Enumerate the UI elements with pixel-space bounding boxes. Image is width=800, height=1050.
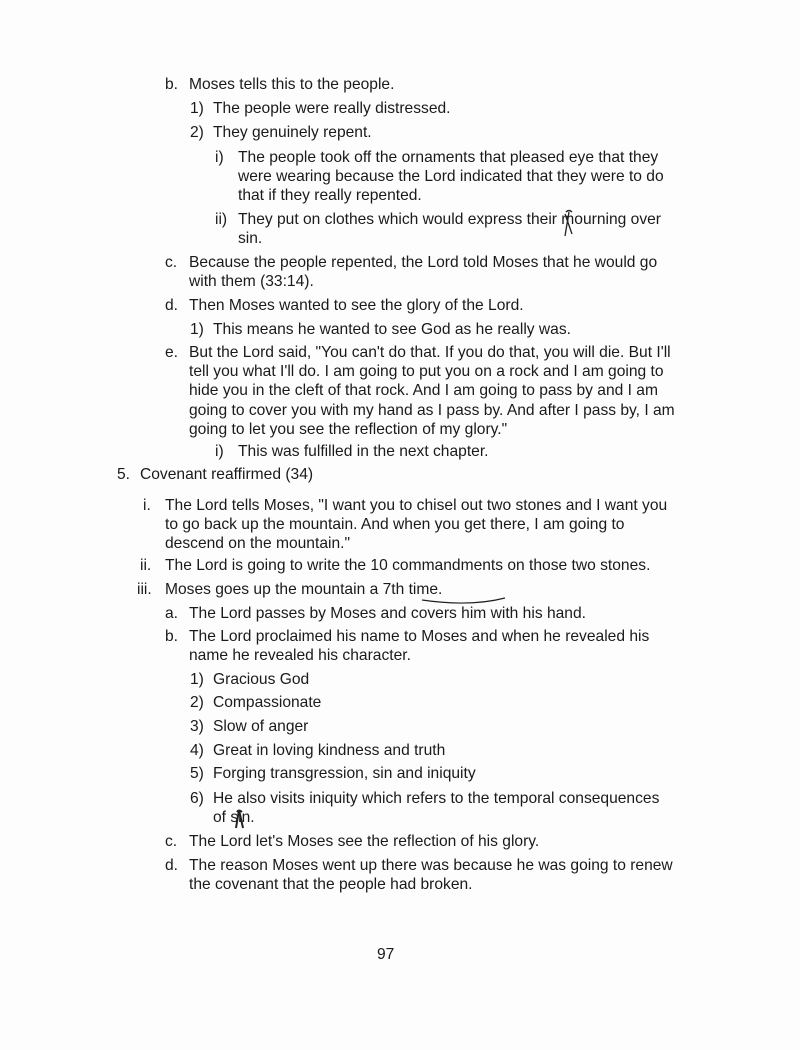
list-item-text-line: He also visits iniquity which refers to the temporal consequences [213,790,660,807]
list-marker: i) [215,443,224,460]
list-item-text-line: The people took off the ornaments that pleased eye that they [238,149,659,166]
list-item-text-line: Because the people repented, the Lord told Moses that he would go [189,254,658,271]
list-item-text-line: descend on the mountain." [165,535,350,553]
list-item-text-line: tell you what I'll do. I am going to put you on a rock and I am going to [189,363,664,381]
list-marker: 3) [190,718,204,735]
list-item-text-line: They genuinely repent. [213,124,372,141]
list-item-text-line: Moses goes up the mountain a 7th time. [165,581,443,598]
list-marker: ii. [140,557,152,574]
list-marker: 6) [190,790,204,807]
list-item-text-line: Great in loving kindness and truth [213,742,446,759]
list-marker: 2) [190,124,204,141]
list-item-text-line: with them (33:14). [189,273,314,291]
list-marker: ii) [215,211,228,228]
list-item-text-line: Compassionate [213,694,322,711]
list-item-text-line: Gracious God [213,671,310,688]
list-item-text-line: Slow of anger [213,718,309,735]
list-item-text-line: The people were really distressed. [213,100,451,117]
list-item-text-line: They put on clothes which would express their mourning over [238,211,661,228]
list-marker: e. [165,344,179,361]
list-marker: iii. [137,581,152,598]
list-item-text-line: to go back up the mountain. And when you get there, I am going to [165,516,625,534]
list-marker: d. [165,857,179,874]
list-item-text-line: were wearing because the Lord indicated that they were to do [238,168,664,186]
list-marker: b. [165,628,179,645]
list-item-text-line: The Lord passes by Moses and covers him with his hand. [189,605,586,622]
list-item-text-line: The Lord let's Moses see the reflection of his glory. [189,833,540,850]
list-item-text-line: Forging transgression, sin and iniquity [213,765,476,782]
list-item-text-line: But the Lord said, "You can't do that. If you do that, you will die. But I'll [189,344,671,361]
list-item-text-line: Moses tells this to the people. [189,76,395,93]
list-marker: i. [143,497,151,514]
list-item-text-line: that if they really repented. [238,187,422,205]
list-item-text-line: The Lord is going to write the 10 commandments on those two stones. [165,557,651,574]
list-item-text-line: of sin. [213,809,255,827]
list-item-text-line: Covenant reaffirmed (34) [140,466,314,483]
list-item-text-line: This was fulfilled in the next chapter. [238,443,489,460]
list-marker: 2) [190,694,204,711]
list-item-text-line: hide you in the cleft of that rock. And I am going to pass by and I am [189,382,658,400]
list-item-text-line: This means he wanted to see God as he really was. [213,321,571,338]
list-marker: c. [165,254,178,271]
list-marker: 1) [190,671,204,688]
list-marker: a. [165,605,179,622]
list-item-text-line: Then Moses wanted to see the glory of the Lord. [189,297,524,314]
list-marker: 5) [190,765,204,782]
list-marker: c. [165,833,178,850]
list-item-text-line: going to let you see the reflection of my glory." [189,420,508,438]
list-item-text-line: the covenant that the people had broken. [189,876,473,894]
list-item-text-line: The reason Moses went up there was because he was going to renew [189,857,673,874]
list-item-text-line: name he revealed his character. [189,647,411,665]
list-item-text-line: The Lord tells Moses, "I want you to chisel out two stones and I want you [165,497,668,514]
list-marker: 4) [190,742,204,759]
list-marker: d. [165,297,179,314]
list-item-text-line: sin. [238,230,263,248]
list-marker: 1) [190,100,204,117]
list-marker: 5. [117,466,131,483]
list-marker: b. [165,76,179,93]
list-marker: 1) [190,321,204,338]
list-marker: i) [215,149,224,166]
list-item-text-line: going to cover you with my hand as I pass by. And after I pass by, I am [189,401,675,419]
page-number: 97 [377,946,395,963]
list-item-text-line: The Lord proclaimed his name to Moses and when he revealed his [189,628,650,645]
